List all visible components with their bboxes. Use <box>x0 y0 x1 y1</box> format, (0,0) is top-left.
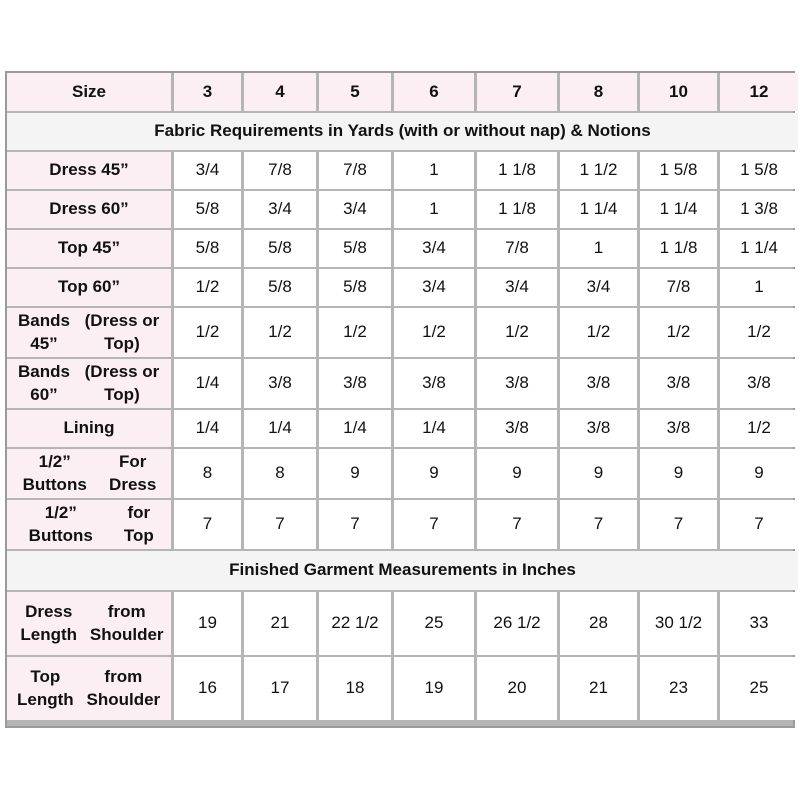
table-cell: 9 <box>560 449 637 498</box>
row-label: Bands 60” (Dress or Top) <box>7 359 171 408</box>
table-cell: 7/8 <box>640 269 717 306</box>
table-cell: 7 <box>394 500 474 549</box>
table-cell: 17 <box>244 657 316 720</box>
table-cell: 3/4 <box>394 269 474 306</box>
size-chart-table <box>5 71 795 728</box>
table-cell: 7 <box>244 500 316 549</box>
table-cell: 3/8 <box>477 410 557 447</box>
row-label: Dress Length from Shoulder <box>7 592 171 655</box>
section-title-1: Fabric Requirements in Yards (with or without nap) & Notions <box>7 113 798 150</box>
row-label: Top 60” <box>7 269 171 306</box>
table-cell: 5/8 <box>244 269 316 306</box>
table-cell: 3/8 <box>319 359 391 408</box>
table-cell: 1/2 <box>560 308 637 357</box>
table-cell: 1 1/4 <box>560 191 637 228</box>
table-cell: 7/8 <box>477 230 557 267</box>
row-label: Dress 60” <box>7 191 171 228</box>
table-cell: 1/2 <box>394 308 474 357</box>
table-cell: 1 <box>720 269 798 306</box>
table-cell: 1/4 <box>319 410 391 447</box>
table-cell: 5/8 <box>174 230 241 267</box>
table-cell: 1/2 <box>477 308 557 357</box>
table-cell: 18 <box>319 657 391 720</box>
table-cell: 5/8 <box>319 230 391 267</box>
table-cell: 5/8 <box>174 191 241 228</box>
table-cell: 1 <box>394 152 474 189</box>
table-cell: 25 <box>394 592 474 655</box>
table-cell: 1/4 <box>394 410 474 447</box>
table-cell: 1 <box>394 191 474 228</box>
table-cell: 5/8 <box>244 230 316 267</box>
table-cell: 1/2 <box>640 308 717 357</box>
section-title-2: Finished Garment Measurements in Inches <box>7 551 798 590</box>
table-cell: 1 1/8 <box>477 152 557 189</box>
table-cell: 30 1/2 <box>640 592 717 655</box>
table-cell: 1 5/8 <box>640 152 717 189</box>
table-cell: 1/4 <box>174 410 241 447</box>
table-cell: 3/8 <box>394 359 474 408</box>
table-cell: 9 <box>319 449 391 498</box>
table-cell: 3/8 <box>640 359 717 408</box>
table-cell: 1 5/8 <box>720 152 798 189</box>
header-size-10: 10 <box>640 73 717 111</box>
table-cell: 16 <box>174 657 241 720</box>
row-label: Lining <box>7 410 171 447</box>
table-cell: 3/4 <box>560 269 637 306</box>
table-cell: 1 <box>560 230 637 267</box>
table-cell: 26 1/2 <box>477 592 557 655</box>
table-cell: 8 <box>244 449 316 498</box>
row-label: 1/2” Buttons For Dress <box>7 449 171 498</box>
table-cell: 7/8 <box>319 152 391 189</box>
table-cell: 21 <box>560 657 637 720</box>
table-cell: 1/2 <box>174 308 241 357</box>
header-size-5: 5 <box>319 73 391 111</box>
table-cell: 1/4 <box>244 410 316 447</box>
table-cell: 9 <box>640 449 717 498</box>
header-size-6: 6 <box>394 73 474 111</box>
table-cell: 7 <box>319 500 391 549</box>
row-label: Top 45” <box>7 230 171 267</box>
table-cell: 3/8 <box>560 359 637 408</box>
table-cell: 3/4 <box>394 230 474 267</box>
table-cell: 7/8 <box>244 152 316 189</box>
table-cell: 1/4 <box>174 359 241 408</box>
table-cell: 25 <box>720 657 798 720</box>
table-cell: 7 <box>720 500 798 549</box>
header-size-7: 7 <box>477 73 557 111</box>
row-label: 1/2” Buttons for Top <box>7 500 171 549</box>
table-cell: 3/8 <box>477 359 557 408</box>
table-cell: 3/4 <box>244 191 316 228</box>
table-cell: 3/4 <box>477 269 557 306</box>
table-cell: 9 <box>720 449 798 498</box>
table-cell: 1/2 <box>720 410 798 447</box>
table-cell: 1 1/2 <box>560 152 637 189</box>
row-label: Top Length from Shoulder <box>7 657 171 720</box>
table-cell: 22 1/2 <box>319 592 391 655</box>
table-cell: 3/8 <box>640 410 717 447</box>
table-cell: 19 <box>174 592 241 655</box>
table-cell: 7 <box>174 500 241 549</box>
table-cell: 1/2 <box>319 308 391 357</box>
header-size-3: 3 <box>174 73 241 111</box>
header-size-12: 12 <box>720 73 798 111</box>
table-cell: 1 3/8 <box>720 191 798 228</box>
table-cell: 7 <box>560 500 637 549</box>
table-cell: 1 1/8 <box>477 191 557 228</box>
table-cell: 3/8 <box>720 359 798 408</box>
table-cell: 3/8 <box>560 410 637 447</box>
table-cell: 1/2 <box>174 269 241 306</box>
table-cell: 7 <box>477 500 557 549</box>
table-cell: 33 <box>720 592 798 655</box>
table-cell: 1 1/4 <box>720 230 798 267</box>
header-size-label: Size <box>7 73 171 111</box>
table-cell: 20 <box>477 657 557 720</box>
table-cell: 1 1/8 <box>640 230 717 267</box>
table-cell: 1/2 <box>720 308 798 357</box>
table-cell: 21 <box>244 592 316 655</box>
header-size-4: 4 <box>244 73 316 111</box>
table-cell: 23 <box>640 657 717 720</box>
table-cell: 1 1/4 <box>640 191 717 228</box>
table-cell: 7 <box>640 500 717 549</box>
table-cell: 3/8 <box>244 359 316 408</box>
header-size-8: 8 <box>560 73 637 111</box>
table-cell: 28 <box>560 592 637 655</box>
row-label: Bands 45” (Dress or Top) <box>7 308 171 357</box>
table-cell: 9 <box>477 449 557 498</box>
table-cell: 1/2 <box>244 308 316 357</box>
table-cell: 3/4 <box>319 191 391 228</box>
table-cell: 19 <box>394 657 474 720</box>
row-label: Dress 45” <box>7 152 171 189</box>
table-cell: 5/8 <box>319 269 391 306</box>
table-cell: 8 <box>174 449 241 498</box>
table-cell: 9 <box>394 449 474 498</box>
table-cell: 3/4 <box>174 152 241 189</box>
